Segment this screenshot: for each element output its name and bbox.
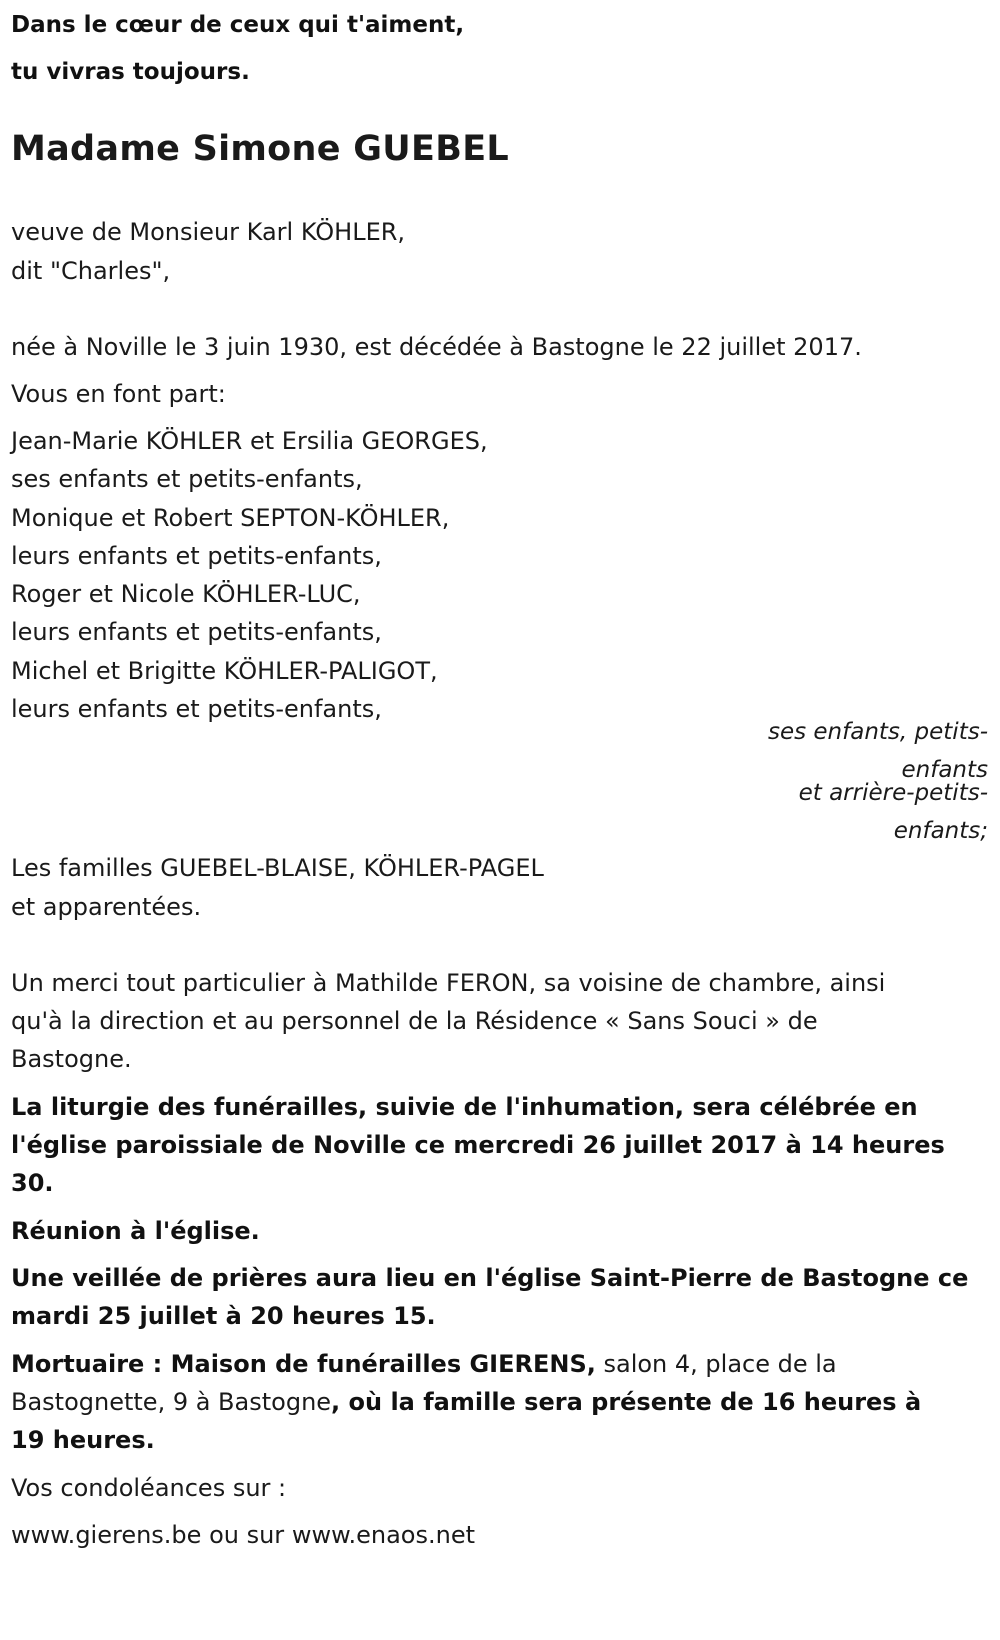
thanks-line-2: qu'à la direction et au personnel de la Résidence « Sans Souci » de [11, 1007, 818, 1035]
condolences-separator: ou sur [201, 1521, 292, 1549]
mortuary-line-1 [11, 1349, 837, 1379]
epigraph-line-2: tu vivras toujours. [11, 59, 250, 85]
mortuary-presence-2: 19 heures. [11, 1426, 155, 1454]
epigraph-line-1: Dans le cœur de ceux qui t'aiment, [11, 12, 465, 38]
birth-death-line: née à Noville le 3 juin 1930, est décédée à Bastogne le 22 juillet 2017. [11, 333, 862, 361]
family-line: Roger et Nicole KÖHLER-LUC, [11, 580, 361, 608]
family-line: leurs enfants et petits-enfants, [11, 695, 382, 723]
mortuary-name: Mortuaire : Maison de funérailles GIERENS, [11, 1350, 596, 1378]
mortuary-line-2 [11, 1387, 921, 1417]
deceased-name: Madame Simone GUEBEL [11, 129, 510, 169]
widow-line-2: dit "Charles", [11, 257, 171, 285]
condolences-links [11, 1520, 475, 1550]
thanks-line-1: Un merci tout particulier à Mathilde FERON, sa voisine de chambre, ainsi [11, 969, 886, 997]
side-note-line: et arrière-petits- [798, 780, 988, 806]
side-note-line: enfants; [893, 818, 988, 844]
liturgy-line-3: 30. [11, 1169, 54, 1197]
gierens-link[interactable]: www.gierens.be [11, 1521, 202, 1549]
mortuary-presence-1: , où la famille sera présente de 16 heures à [331, 1388, 922, 1416]
liturgy-line-2: l'église paroissiale de Noville ce mercredi 26 juillet 2017 à 14 heures [11, 1131, 945, 1159]
meeting-line: Réunion à l'église. [11, 1217, 260, 1245]
widow-line-1: veuve de Monsieur Karl KÖHLER, [11, 218, 406, 246]
liturgy-line-1: La liturgie des funérailles, suivie de l'inhumation, sera célébrée en [11, 1093, 918, 1121]
vigil-line-1: Une veillée de prières aura lieu en l'église Saint-Pierre de Bastogne ce [11, 1264, 969, 1292]
side-note-line: ses enfants, petits- [767, 719, 988, 745]
family-line: Jean-Marie KÖHLER et Ersilia GEORGES, [11, 427, 488, 455]
families-line-1: Les familles GUEBEL-BLAISE, KÖHLER-PAGEL [11, 854, 544, 882]
announcement-intro: Vous en font part: [11, 380, 226, 408]
family-line: leurs enfants et petits-enfants, [11, 542, 382, 570]
vigil-line-2: mardi 25 juillet à 20 heures 15. [11, 1302, 436, 1330]
thanks-line-3: Bastogne. [11, 1045, 132, 1073]
family-line: Michel et Brigitte KÖHLER-PALIGOT, [11, 657, 438, 685]
mortuary-address-1: salon 4, place de la [595, 1350, 837, 1378]
condolences-intro: Vos condoléances sur : [11, 1474, 287, 1502]
family-line: ses enfants et petits-enfants, [11, 465, 363, 493]
family-line: leurs enfants et petits-enfants, [11, 618, 382, 646]
mortuary-address-2: Bastognette, 9 à Bastogne [11, 1388, 332, 1416]
side-note-line: enfants [901, 757, 988, 783]
families-line-2: et apparentées. [11, 893, 202, 921]
family-line: Monique et Robert SEPTON-KÖHLER, [11, 504, 450, 532]
enaos-link[interactable]: www.enaos.net [291, 1521, 476, 1549]
